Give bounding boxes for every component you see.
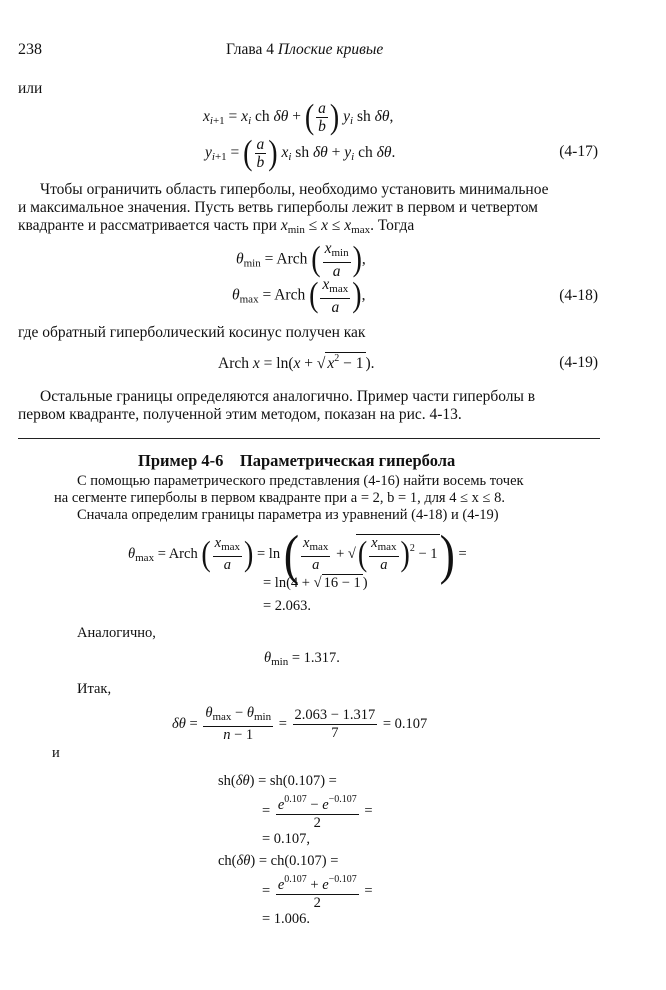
theta-min-value: = 1.317. [291,650,340,666]
example-line1: С помощью параметрического представления (4-16) найти восемь точек [77,473,524,489]
para1-line3a: квадранте и рассматривается часть при [18,217,277,234]
para1-line3b: Тогда [377,217,415,234]
para3-line1: Остальные границы определяются аналогично. Пример части гиперболы в [40,388,536,405]
theta-min-eq: $\theta_{min} = 1.317$. [264,650,340,668]
running-title [226,40,383,59]
divider [18,438,600,439]
eq-4-17-number: (4-17) [559,143,598,160]
ch-value: = 1.006. [262,911,311,927]
example-line3: Сначала определим границы параметра из уравнений (4-18) и (4-19) [77,507,499,523]
running-title-chapter: Глава 4 [226,41,275,58]
eq-4-17-line1: $x_{i+1} = x_i$ ch δθ + ( $\frac{a}{b}$ ) $y_i$ sh δθ, [203,97,394,137]
page-number: 238 [18,41,42,58]
para1-line2: и максимальное значения. Пусть ветвь гиперболы лежит в первом и четвертом [18,199,538,216]
example-title: Параметрическая гипербола [239,451,456,470]
ch-eq-line2: = $\frac{e^{0.107} + e^{-0.107}}{2}$ = [262,871,373,912]
example-heading [138,451,455,471]
eq-4-18-line2: $\theta_{max}$ = Arch ( $\frac{x_{max}}{a}$ ), [232,276,366,316]
theta-max-step2: = ln(4 + √ 16 − 1 ) [263,575,368,591]
similarly-word: Аналогично, [77,625,156,641]
delta-numerator: 2.063 − 1.317 [294,707,376,723]
thus-word: Итак, [77,681,112,697]
para3-line2: первом квадранте, полученной этим методом, показан на рис. 4-13. [18,406,462,423]
theta-max-eq: $\theta_{max}$ = Arch ( $\frac{x_{max}}{a}$ ) = ln ( $\frac{x_{max}}{a}$ + √( $\frac{x_{max}}{a}$ )$^2$ − 1) = [128,523,467,586]
para1-line1: Чтобы ограничить область гиперболы, необходимо установить минимальное [40,181,549,198]
delta-theta-eq: δθ = $\frac{\theta_{max} - \theta_{min}}{n - 1}$ = $\frac{2.063 - 1.317}{7}$ = 0.107 [172,705,428,743]
sh-value: = 0.107, [262,831,311,847]
example-line2: на сегменте гиперболы в первом квадранте при a = 2, b = 1, для 4 ≤ x ≤ 8. [54,490,506,506]
ch-eq-line1: ch(δθ) = ch(0.107) = [218,853,339,869]
theta-max-value: = 2.063. [263,598,312,614]
sh-eq-line2: = $\frac{e^{0.107} - e^{-0.107}}{2}$ = [262,791,373,832]
and-word: и [52,745,60,761]
running-title-name: Плоские кривые [277,41,384,58]
delta-value: = 0.107 [382,715,428,732]
delta-denominator: 7 [331,725,339,741]
or-word: или [18,80,43,97]
sqrt-arg: 16 − 1 [323,575,361,591]
eq-4-19-number: (4-19) [559,354,598,371]
eq-4-17-line2: $y_{i+1}$ = ( $\frac{a}{b}$ ) $x_i$ sh $\delta\theta + y_i$ ch δθ. [205,133,396,173]
eq-4-18-line1: $\theta_{min}$ = Arch ( $\frac{x_{min}}{a}$ ), [236,240,366,280]
para2: где обратный гиперболический косинус получен как [18,324,366,341]
para1-line3: квадранте и рассматривается часть при $x_{min} \le x \le x_{max}$. Тогда [18,217,415,236]
eq-4-18-number: (4-18) [559,287,598,304]
eq-4-19: Arch x = ln(x + √ $x^2 - 1$ ). [218,353,375,372]
sh-eq-line1: sh(δθ) = sh(0.107) = [218,773,337,789]
example-label: Пример 4-6 [138,451,224,470]
arch-result-prefix: = ln(4 + [263,575,314,591]
